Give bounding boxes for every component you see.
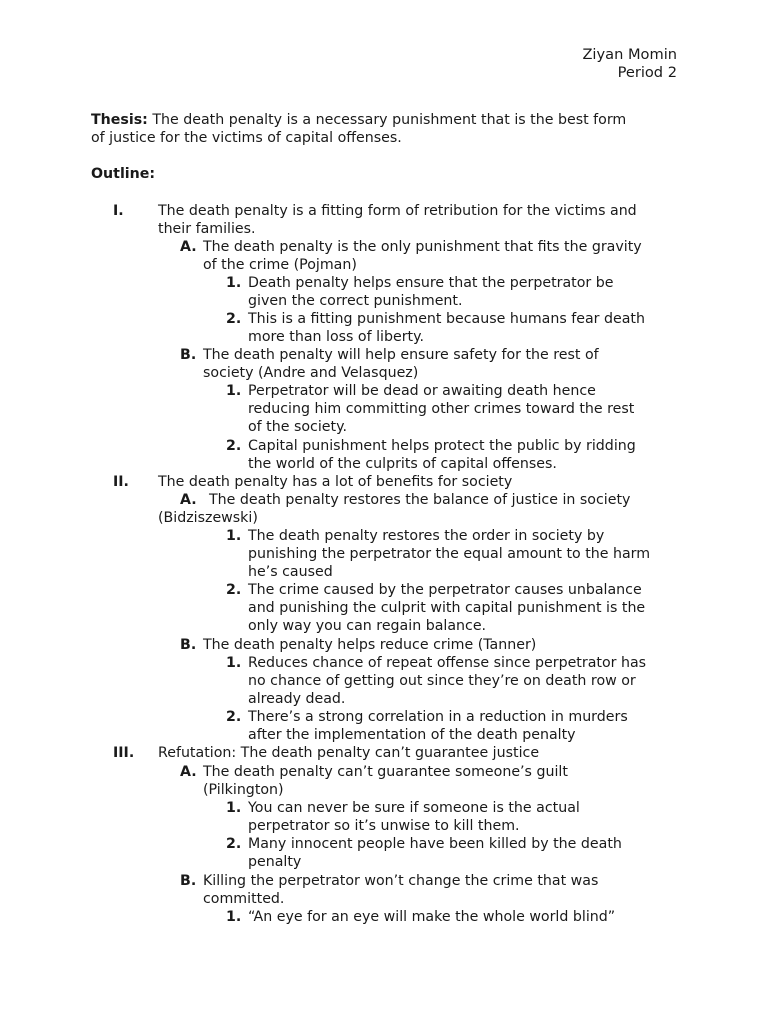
- section-text: Refutation: The death penalty can’t guarantee justice: [158, 745, 540, 761]
- point-number: 2.: [226, 709, 242, 725]
- point-text: of the society.: [248, 419, 347, 435]
- point-number: 1.: [226, 800, 242, 816]
- point-text: There’s a strong correlation in a reduction in murders: [248, 709, 628, 725]
- subsection-text: Killing the perpetrator won’t change the crime that was: [203, 873, 599, 889]
- point-text: given the correct punishment.: [248, 293, 463, 309]
- point-text: Capital punishment helps protect the public by ridding: [248, 438, 636, 454]
- subsection-text: The death penalty restores the balance of justice in society: [209, 492, 631, 508]
- point-text: Reduces chance of repeat offense since perpetrator has: [248, 655, 647, 671]
- point-text: reducing him committing other crimes toward the rest: [248, 401, 635, 417]
- subsection-letter: B.: [180, 637, 197, 653]
- point-text: already dead.: [248, 691, 346, 707]
- point-number: 1.: [226, 655, 242, 671]
- subsection-text: (Bidziszewski): [158, 510, 258, 526]
- point-text: You can never be sure if someone is the actual: [248, 800, 580, 816]
- point-text: Many innocent people have been killed by the death: [248, 836, 622, 852]
- point-number: 2.: [226, 311, 242, 327]
- point-text: “An eye for an eye will make the whole world blind”: [248, 909, 616, 925]
- point-number: 1.: [226, 383, 242, 399]
- point-number: 1.: [226, 528, 242, 544]
- subsection-text: of the crime (Pojman): [203, 257, 357, 273]
- point-text: The crime caused by the perpetrator causes unbalance: [248, 582, 642, 598]
- outline-label: Outline:: [91, 166, 156, 182]
- author-name: Ziyan Momin: [582, 46, 677, 63]
- point-text: perpetrator so it’s unwise to kill them.: [248, 818, 520, 834]
- thesis-line-2: of justice for the victims of capital offenses.: [91, 130, 402, 146]
- section-numeral: III.: [113, 745, 135, 761]
- class-period: Period 2: [617, 64, 677, 81]
- subsection-letter: A.: [180, 492, 197, 508]
- point-text: Perpetrator will be dead or awaiting death hence: [248, 383, 596, 399]
- point-text: more than loss of liberty.: [248, 329, 425, 345]
- point-text: The death penalty restores the order in society by: [248, 528, 605, 544]
- section-text: their families.: [158, 221, 256, 237]
- subsection-text: The death penalty will help ensure safety for the rest of: [203, 347, 599, 363]
- subsection-text: The death penalty helps reduce crime (Tanner): [203, 637, 537, 653]
- point-text: he’s caused: [248, 564, 333, 580]
- point-text: and punishing the culprit with capital punishment is the: [248, 600, 646, 616]
- point-text: no chance of getting out since they’re on death row or: [248, 673, 636, 689]
- point-number: 1.: [226, 275, 242, 291]
- section-numeral: I.: [113, 203, 124, 219]
- subsection-letter: B.: [180, 347, 197, 363]
- point-text: only way you can regain balance.: [248, 618, 487, 634]
- point-number: 2.: [226, 438, 242, 454]
- subsection-text: The death penalty can’t guarantee someone’s guilt: [203, 764, 568, 780]
- subsection-text: (Pilkington): [203, 782, 284, 798]
- point-number: 1.: [226, 909, 242, 925]
- point-text: after the implementation of the death penalty: [248, 727, 576, 743]
- subsection-text: committed.: [203, 891, 285, 907]
- subsection-letter: A.: [180, 239, 197, 255]
- section-text: The death penalty is a fitting form of retribution for the victims and: [158, 203, 637, 219]
- point-text: Death penalty helps ensure that the perpetrator be: [248, 275, 614, 291]
- thesis-text-1: The death penalty is a necessary punishment that is the best form: [152, 112, 627, 128]
- subsection-text: The death penalty is the only punishment that fits the gravity: [203, 239, 642, 255]
- point-number: 2.: [226, 582, 242, 598]
- point-text: penalty: [248, 854, 302, 870]
- section-numeral: II.: [113, 474, 129, 490]
- subsection-text: society (Andre and Velasquez): [203, 365, 419, 381]
- subsection-letter: A.: [180, 764, 197, 780]
- point-number: 2.: [226, 836, 242, 852]
- point-text: punishing the perpetrator the equal amount to the harm: [248, 546, 651, 562]
- thesis-line-1: [91, 111, 626, 129]
- subsection-letter: B.: [180, 873, 197, 889]
- section-text: The death penalty has a lot of benefits for society: [158, 474, 513, 490]
- point-text: the world of the culprits of capital offenses.: [248, 456, 557, 472]
- point-text: This is a fitting punishment because humans fear death: [248, 311, 645, 327]
- thesis-label: Thesis:: [91, 112, 148, 128]
